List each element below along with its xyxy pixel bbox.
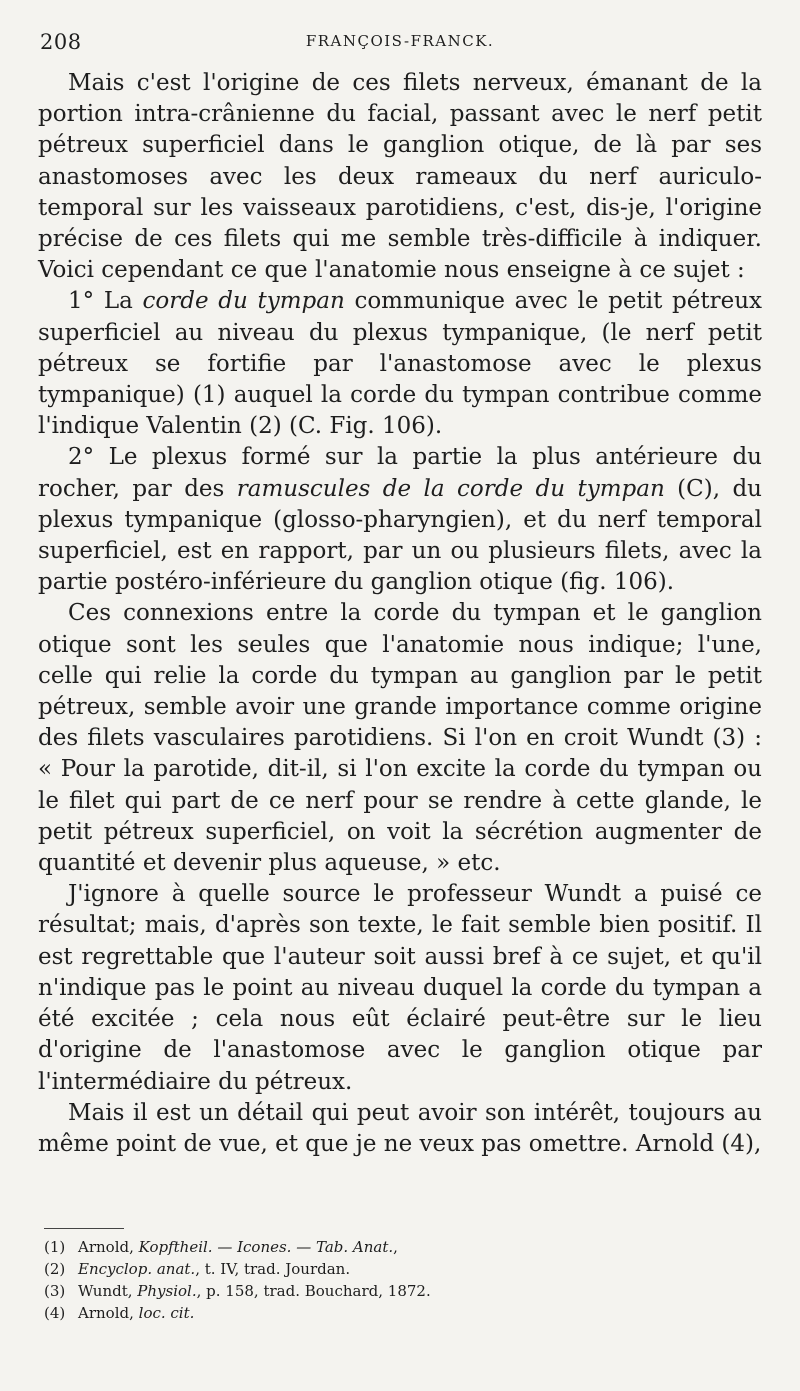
paragraph-6: Mais il est un détail qui peut avoir son intérêt, toujours au même point de vue, et que je ne veux pas omettre. Arnold (4),: [38, 1099, 762, 1157]
footnote-4: [44, 1302, 744, 1324]
page-number: 208: [40, 30, 82, 54]
paragraph-2-rest: communique avec le petit pétreux superficiel au niveau du plexus tympanique, (le nerf petit pétreux se fortifie par l'anastomose avec le plexus tympanique) (1) auquel la corde du tympan contribue comme l'indique Valentin (2) (C. Fig. 106).: [38, 288, 762, 440]
paragraph-3-italic: ramuscules de la corde du tympan: [236, 475, 665, 502]
paragraph-4: Ces connexions entre la corde du tympan et le ganglion otique sont les seules que l'anatomie nous indique; l'une, celle qui relie la corde du tympan au ganglion par le petit pétreux, semble avoir une grande importance comme origine des filets vasculaires parotidiens. Si l'on en croit Wundt (3) : « Pour la parotide, dit-il, si l'on excite la corde du tympan ou le filet qui part de ce nerf pour se rendre à cette glande, le petit pétreux superficiel, on voit la sécrétion augmenter de quantité et devenir plus aqueuse, » etc.: [38, 600, 762, 877]
footnote-mark: (4): [44, 1304, 66, 1322]
footnote-2: [44, 1258, 744, 1280]
footnote-title: loc. cit.: [138, 1304, 195, 1322]
footnote-title: Encyclop. anat.: [78, 1260, 196, 1278]
footnote-text: [78, 1302, 194, 1324]
footnote-details: , p. 158, trad. Bouchard, 1872.: [196, 1282, 431, 1300]
paragraph-3-rest: (C), du plexus tympanique (glosso-pharyngien), et du nerf temporal superficiel, est en rapport, par un ou plusieurs filets, avec la partie postéro-inférieure du ganglion otique (fig. 106).: [38, 475, 762, 596]
paragraph-3: [38, 442, 762, 598]
paragraph-2-italic: corde du tympan: [142, 288, 345, 315]
body-text: [38, 68, 762, 1160]
footnote-rule: [44, 1228, 124, 1229]
footnote-mark: (3): [44, 1282, 66, 1300]
footnote-text: [78, 1236, 398, 1258]
paragraph-2: [38, 286, 762, 442]
paragraph-2-start: 1° La: [68, 288, 143, 315]
footnote-title: Physiol.: [137, 1282, 197, 1300]
paragraph-3-start: 2° Le plexus formé sur la partie la plus antérieure du rocher, par des: [38, 444, 762, 502]
paragraph-5: J'ignore à quelle source le professeur Wundt a puisé ce résultat; mais, d'après son texte, le fait semble bien positif. Il est regrettable que l'auteur soit aussi bref à ce sujet, et qu'il n'indique pas le point au niveau duquel la corde du tympan a été excitée ; cela nous eût éclairé peut-être sur le lieu d'origine de l'anastomose avec le ganglion otique par l'intermédiaire du pétreux.: [38, 881, 762, 1095]
footnote-details: , t. IV, trad. Jourdan.: [195, 1260, 351, 1278]
running-head: FRANÇOIS-FRANCK.: [305, 32, 495, 50]
footnote-text: [78, 1258, 350, 1280]
footnote-mark: (2): [44, 1260, 66, 1278]
footnote-author: Wundt,: [78, 1282, 138, 1300]
footnote-title: Kopftheil. — Icones. — Tab. Anat.: [138, 1238, 394, 1256]
footnote-author: Arnold,: [78, 1238, 139, 1256]
footnote-1: [44, 1236, 744, 1258]
footnote-details: ,: [393, 1238, 398, 1256]
footnotes: [44, 1236, 744, 1324]
footnote-text: [78, 1280, 431, 1302]
paragraph-1: Mais c'est l'origine de ces filets nerveux, émanant de la portion intra-crânienne du facial, passant avec le nerf petit pétreux superficiel dans le ganglion otique, de là par ses anastomoses avec les deux rameaux du nerf auriculo-temporal sur les vaisseaux parotidiens, c'est, dis-je, l'origine précise de ces filets qui me semble très-difficile à indiquer. Voici cependant ce que l'anatomie nous enseigne à ce sujet :: [38, 70, 762, 284]
footnote-3: [44, 1280, 744, 1302]
footnote-author: Arnold,: [78, 1304, 139, 1322]
footnote-mark: (1): [44, 1238, 66, 1256]
